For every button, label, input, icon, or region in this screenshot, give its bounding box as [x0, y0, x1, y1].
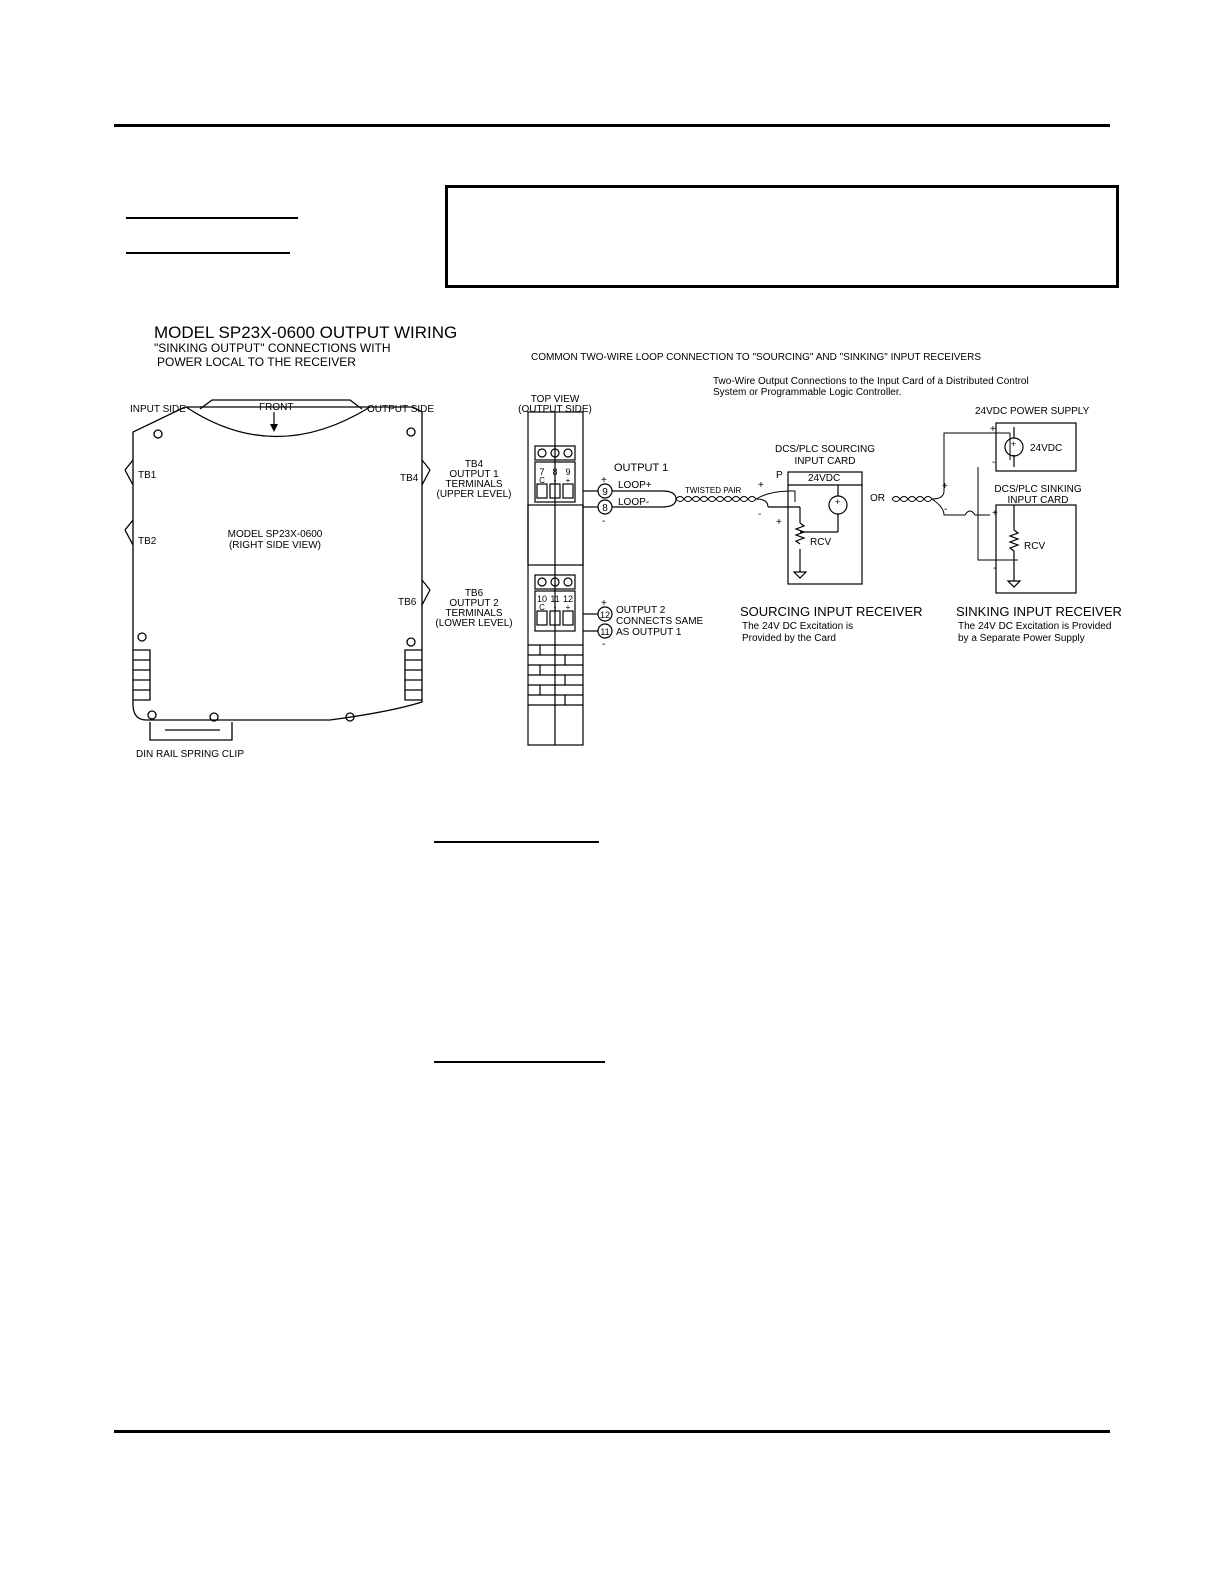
tb4-top-l3: TERMINALS: [445, 479, 503, 490]
sourcing-note-1: The 24V DC Excitation is: [742, 621, 854, 632]
input-side-label: INPUT SIDE: [130, 404, 186, 415]
wiring-sub2: POWER LOCAL TO THE RECEIVER: [157, 355, 356, 369]
output1-term-9: 9: [602, 487, 608, 498]
tb4-top-l4: (UPPER LEVEL): [436, 489, 512, 500]
sourcing-src-minus: -: [836, 509, 839, 519]
sourcing-supply: 24VDC: [808, 473, 841, 484]
output1-label: OUTPUT 1: [614, 462, 669, 474]
sinking-title: SINKING INPUT RECEIVER: [956, 604, 1122, 619]
sourcing-plus-in: +: [758, 480, 764, 491]
wiring-heading: MODEL SP23X-0600 OUTPUT WIRING: [154, 323, 458, 342]
upper-mark-c: C: [539, 476, 545, 485]
top-view-title-1: TOP VIEW: [530, 394, 580, 405]
tb6-top-l1: TB6: [464, 588, 484, 599]
sinking-plus-in: +: [942, 481, 948, 492]
output2-term-11: 11: [600, 627, 610, 637]
twisted-pair-label: TWISTED PAIR: [685, 486, 742, 495]
tb6-top-l2: OUTPUT 2: [449, 598, 499, 609]
sourcing-minus-in: -: [758, 509, 762, 520]
twisted-pair-wire-2: [892, 433, 1018, 560]
tb6-top-l3: TERMINALS: [445, 608, 503, 619]
upper-mark-minus: -: [553, 476, 557, 485]
output1-term-8: 8: [602, 503, 608, 514]
output1-plus-sign: +: [601, 475, 607, 486]
psu-title: 24VDC POWER SUPPLY: [975, 406, 1090, 417]
tb4-top-l2: OUTPUT 1: [449, 469, 499, 480]
upper-term-9: 9: [565, 467, 571, 477]
lower-mark-minus: -: [553, 603, 557, 612]
model-label-2: (RIGHT SIDE VIEW): [228, 540, 322, 551]
upper-term-7: 7: [539, 467, 545, 477]
sourcing-note-2: Provided by the Card: [742, 633, 836, 644]
sourcing-card: [768, 472, 862, 584]
sourcing-src-plus: +: [835, 497, 841, 507]
sinking-note-1: The 24V DC Excitation is Provided: [958, 621, 1112, 632]
output2-line1: OUTPUT 2: [616, 605, 666, 616]
upper-mark-plus: +: [565, 476, 571, 485]
lower-mark-c: C: [539, 603, 545, 612]
sinking-card-2: INPUT CARD: [1007, 495, 1069, 506]
loop-minus-label: LOOP-: [618, 497, 650, 508]
sinking-minus-in: -: [944, 504, 948, 515]
output2-minus-sign: -: [602, 639, 606, 650]
front-label: FRONT: [259, 402, 294, 413]
module-side-view: [125, 400, 430, 740]
common-title: COMMON TWO-WIRE LOOP CONNECTION TO "SOURCING" AND "SINKING" INPUT RECEIVERS: [531, 352, 981, 363]
tb2-label: TB2: [138, 536, 157, 547]
output2-line2: CONNECTS SAME: [616, 616, 704, 627]
lower-term-10: 10: [536, 594, 548, 604]
lower-term-12: 12: [562, 594, 574, 604]
sourcing-rcv: RCV: [810, 537, 832, 548]
or-label: OR: [870, 493, 885, 504]
wiring-sub1: "SINKING OUTPUT" CONNECTIONS WITH: [154, 341, 391, 355]
lower-mark-plus: +: [565, 603, 571, 612]
psu-minus: -: [992, 457, 996, 468]
sinking-rcv: RCV: [1024, 541, 1046, 552]
module-top-view: [528, 412, 583, 745]
sinking-minus-rcv: -: [993, 563, 997, 574]
sinking-plus-rcv: +: [992, 508, 998, 519]
sinking-card-1: DCS/PLC SINKING: [994, 484, 1082, 495]
output2-line3: AS OUTPUT 1: [616, 627, 682, 638]
sourcing-p: P: [776, 470, 783, 481]
din-clip-label: DIN RAIL SPRING CLIP: [136, 749, 244, 760]
loop-plus-label: LOOP+: [618, 480, 652, 491]
tb1-label: TB1: [138, 470, 157, 481]
sourcing-title: SOURCING INPUT RECEIVER: [740, 604, 923, 619]
front-arrowhead: [270, 424, 278, 432]
tb4-side-label: TB4: [400, 473, 419, 484]
upper-term-8: 8: [552, 467, 558, 477]
output2-term-12: 12: [599, 610, 611, 620]
psu-plus: +: [990, 424, 996, 435]
sourcing-plus-rcv: +: [776, 517, 782, 528]
psu-value: 24VDC: [1030, 443, 1063, 454]
output1-minus-sign: -: [602, 516, 606, 527]
output2-plus-sign: +: [601, 598, 607, 609]
lower-term-11: 11: [550, 594, 560, 604]
sinking-note-2: by a Separate Power Supply: [958, 633, 1085, 644]
top-view-title-2: (OUTPUT SIDE): [518, 404, 592, 415]
two-wire-note-2: System or Programmable Logic Controller.: [713, 387, 902, 398]
tb6-side-label: TB6: [398, 597, 417, 608]
psu-src-minus: -: [1012, 450, 1015, 460]
model-label-1: MODEL SP23X-0600: [227, 529, 323, 540]
psu-src-plus: +: [1011, 439, 1017, 449]
two-wire-note-1: Two-Wire Output Connections to the Input Card of a Distributed Control: [713, 376, 1029, 387]
sourcing-card-2: INPUT CARD: [794, 456, 856, 467]
tb4-top-l1: TB4: [464, 459, 484, 470]
sourcing-card-1: DCS/PLC SOURCING: [774, 444, 876, 455]
tb6-top-l4: (LOWER LEVEL): [435, 618, 513, 629]
output-side-label: OUTPUT SIDE: [367, 404, 435, 415]
